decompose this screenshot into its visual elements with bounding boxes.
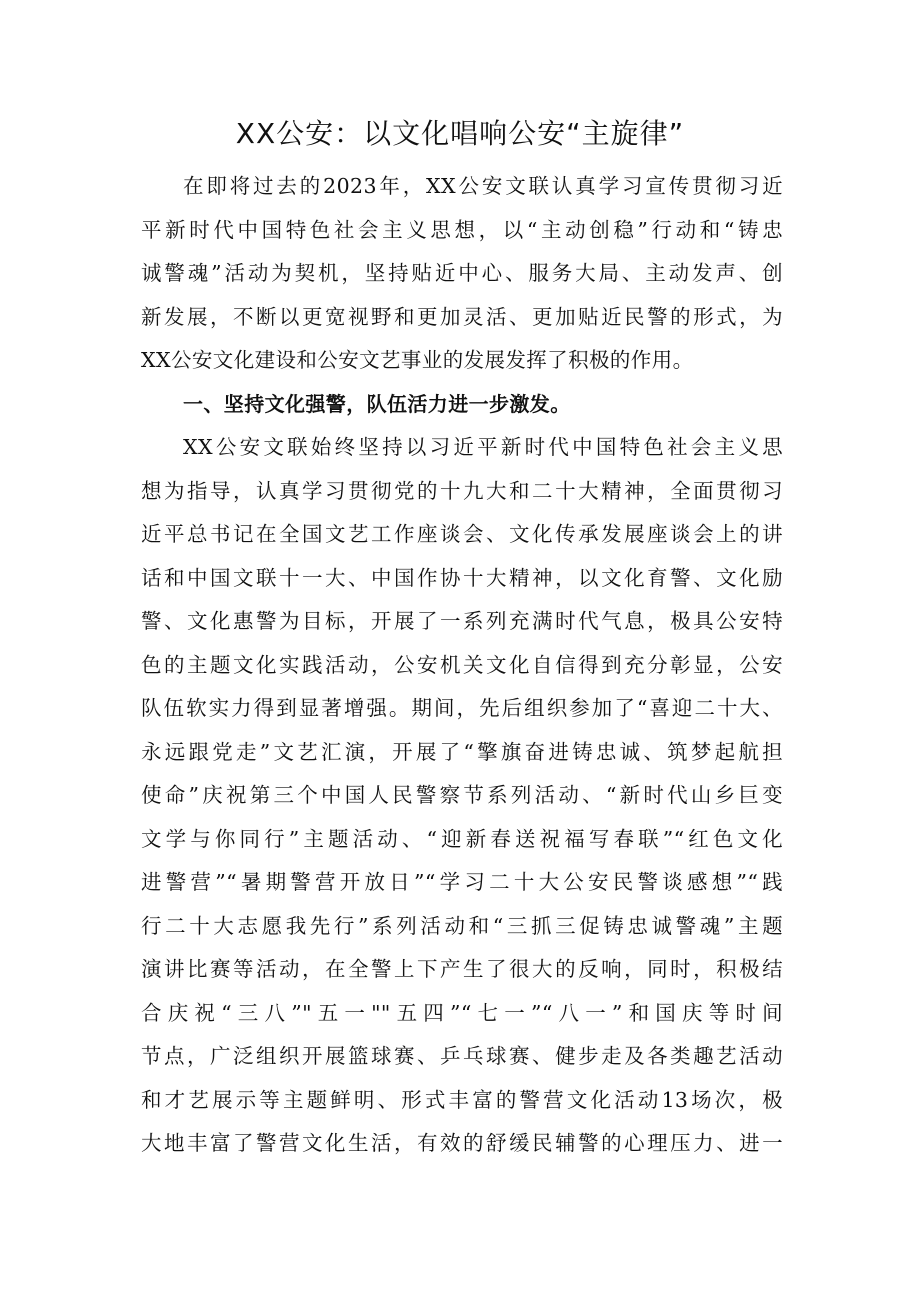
paragraph-line: 合庆祝“三八”"五一""五四”“七一”“八一”和国庆等时间 <box>141 1000 783 1025</box>
paragraph-line: 诚警魂”活动为契机，坚持贴近中心、服务大局、主动发声、创 <box>141 261 783 285</box>
paragraph-line: 色的主题文化实践活动，公安机关文化自信得到充分彰显，公安 <box>141 652 783 677</box>
document-title: XX公安：以文化唱响公安“主旋律” <box>235 117 685 150</box>
paragraph-line: 节点，广泛组织开展篮球赛、乒乓球赛、健步走及各类趣艺活动 <box>141 1044 783 1068</box>
paragraph-line: XX公安文化建设和公安文艺事业的发展发挥了积极的作用。 <box>141 348 694 372</box>
paragraph-line: 队伍软实力得到显著增强。期间，先后组织参加了“喜迎二十大、 <box>141 696 783 720</box>
paragraph-line: 文学与你同行”主题活动、“迎新春送祝福写春联”“红色文化 <box>141 826 783 851</box>
paragraph-line: 新发展，不断以更宽视野和更加灵活、更加贴近民警的形式，为 <box>141 304 783 329</box>
paragraph-line: 永远跟党走”文艺汇演，开展了“擎旗奋进铸忠诚、筑梦起航担 <box>141 739 783 764</box>
paragraph-line: 话和中国文联十一大、中国作协十大精神，以文化育警、文化励 <box>141 565 783 590</box>
paragraph-line: XX公安文联始终坚持以习近平新时代中国特色社会主义思 <box>183 435 783 459</box>
paragraph-line: 使命”庆祝第三个中国人民警察节系列活动、“新时代山乡巨变 <box>141 783 783 807</box>
paragraph-line: 近平总书记在全国文艺工作座谈会、文化传承发展座谈会上的讲 <box>141 522 783 546</box>
section-heading: 一、坚持文化强警，队伍活力进一步激发。 <box>183 391 571 416</box>
paragraph-line: 演讲比赛等活动，在全警上下产生了很大的反响，同时，积极结 <box>141 957 783 981</box>
paragraph-line: 想为指导，认真学习贯彻党的十九大和二十大精神，全面贯彻习 <box>141 478 783 503</box>
paragraph-2 <box>141 426 783 1166</box>
paragraph-line: 进警营”“暑期警营开放日”“学习二十大公安民警谈感想”“践 <box>141 870 783 894</box>
document-body <box>141 165 783 1166</box>
paragraph-1 <box>141 165 783 383</box>
paragraph-line: 在即将过去的2023年，XX公安文联认真学习宣传贯彻习近 <box>183 174 783 198</box>
paragraph-line: 平新时代中国特色社会主义思想，以“主动创稳”行动和“铸忠 <box>141 217 783 242</box>
paragraph-line: 行二十大志愿我先行”系列活动和“三抓三促铸忠诚警魂”主题 <box>141 913 783 938</box>
paragraph-line: 和才艺展示等主题鲜明、形式丰富的警营文化活动13场次，极 <box>141 1087 783 1112</box>
paragraph-line: 大地丰富了警营文化生活，有效的舒缓民辅警的心理压力、进一 <box>141 1131 783 1155</box>
paragraph-line: 警、文化惠警为目标，开展了一系列充满时代气息，极具公安特 <box>141 609 783 633</box>
